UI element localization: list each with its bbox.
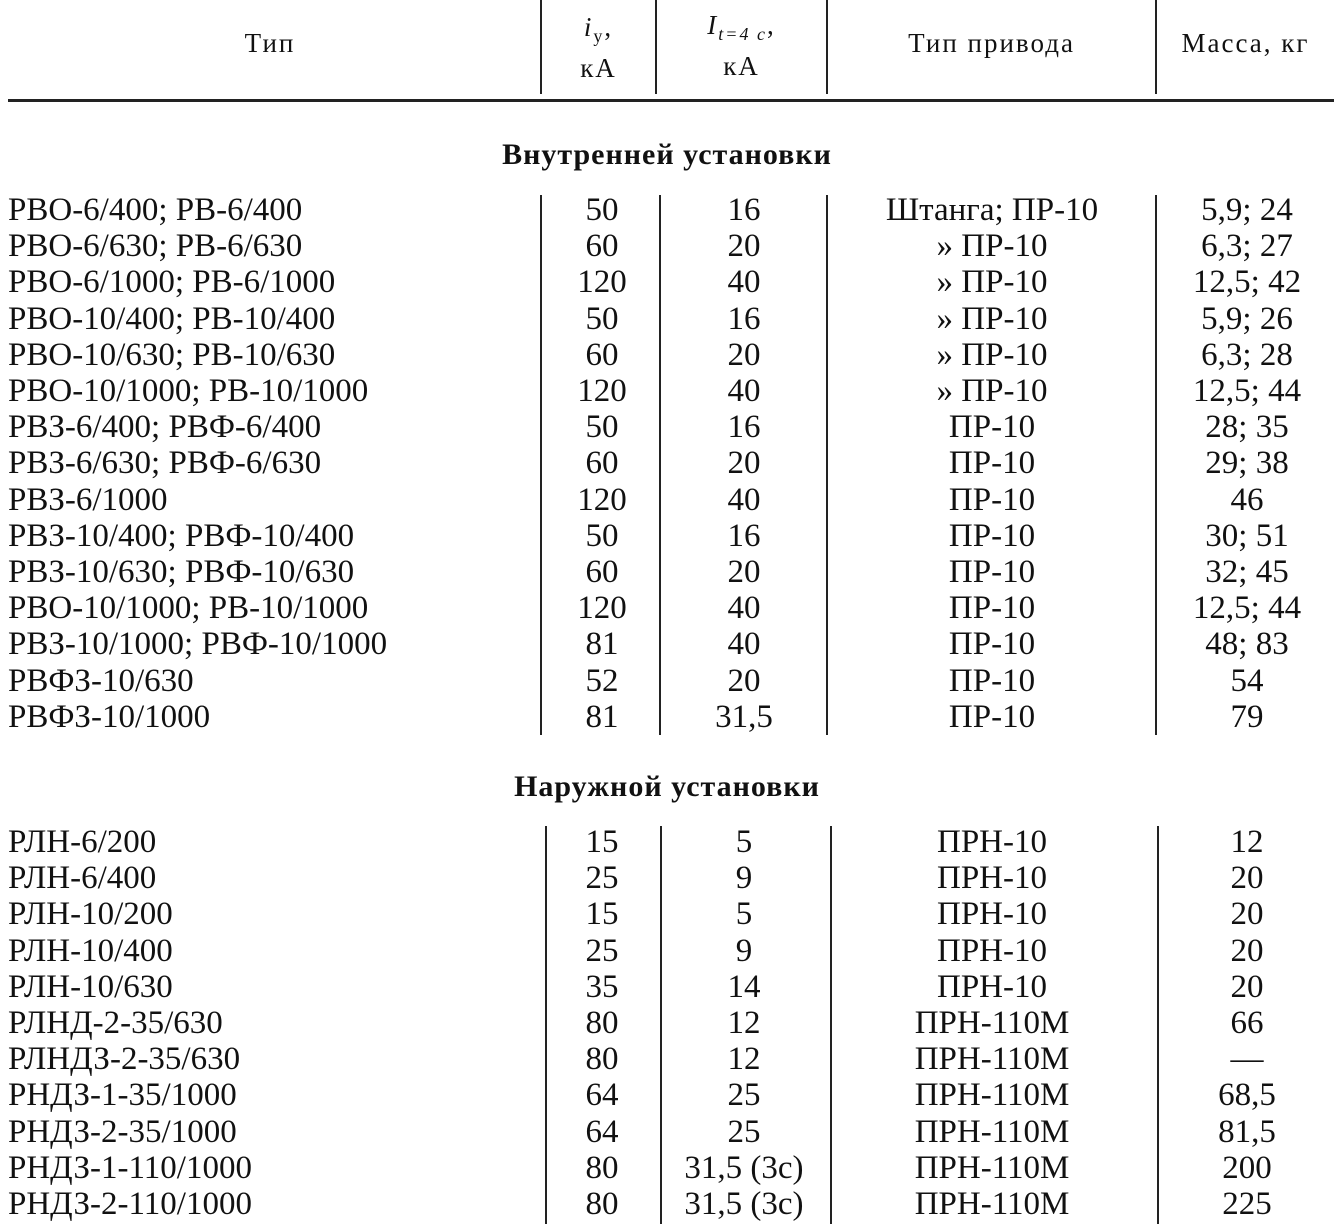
table-row [0, 1186, 1334, 1222]
mass-cell: 81,5 [1218, 1113, 1276, 1150]
it-cell: 31,5 [715, 698, 773, 735]
iy-cell: 80 [585, 1041, 619, 1078]
table-row [0, 409, 1334, 445]
mass-cell: 20 [1230, 932, 1264, 969]
mass-cell: 54 [1230, 662, 1264, 699]
iy-cell: 64 [585, 1077, 619, 1114]
table-row [0, 1041, 1334, 1077]
iy-cell: 80 [585, 1186, 619, 1222]
table-row [0, 1077, 1334, 1113]
table-row [0, 337, 1334, 373]
iy-cell: 120 [577, 373, 627, 409]
drive-cell: ПРН-10 [936, 860, 1047, 897]
iy-cell: 64 [585, 1113, 619, 1150]
type-cell: РВЗ-6/1000 [8, 481, 168, 518]
table-row [0, 264, 1334, 300]
it-cell: 40 [727, 264, 761, 301]
drive-cell: ПРН-10 [936, 896, 1047, 933]
iy-cell: 60 [585, 445, 619, 482]
drive-cell: Штанга; ПР-10 [885, 192, 1099, 228]
drive-cell: ПРН-110М [914, 1005, 1070, 1041]
iy-cell: 15 [585, 896, 619, 933]
it-cell: 16 [727, 517, 761, 554]
it-cell: 40 [727, 481, 761, 518]
mass-cell: 5,9; 24 [1201, 192, 1293, 228]
header-iy [542, 12, 655, 83]
mass-cell: 12,5; 44 [1192, 373, 1302, 409]
mass-cell: 5,9; 26 [1201, 300, 1293, 337]
section-title: Наружной установки [514, 770, 820, 803]
drive-cell: » ПР-10 [936, 373, 1048, 409]
iy-cell: 81 [585, 698, 619, 735]
iy-cell: 120 [577, 590, 627, 627]
iy-cell: 25 [585, 932, 619, 969]
mass-cell: 225 [1222, 1186, 1272, 1222]
mass-cell: 29; 38 [1205, 445, 1289, 482]
it-cell: 20 [727, 336, 761, 373]
type-cell: РВФЗ-10/630 [8, 662, 194, 699]
drive-cell: ПР-10 [948, 517, 1036, 554]
mass-cell: 30; 51 [1205, 517, 1289, 554]
mass-cell: 66 [1230, 1005, 1264, 1041]
it-cell: 31,5 (3с) [684, 1149, 804, 1186]
drive-cell: ПР-10 [948, 590, 1036, 627]
it-cell: 9 [735, 932, 753, 969]
drive-cell: » ПР-10 [936, 336, 1048, 373]
header-type [0, 28, 540, 58]
type-cell: РВО-10/1000; РВ-10/1000 [8, 590, 369, 627]
mass-cell: 68,5 [1218, 1077, 1276, 1114]
table-row [0, 896, 1334, 932]
iy-cell: 81 [585, 626, 619, 663]
table-row [0, 482, 1334, 518]
table-row [0, 663, 1334, 699]
drive-cell: ПРН-110М [914, 1113, 1070, 1150]
it-cell: 25 [727, 1113, 761, 1150]
it-cell: 20 [727, 228, 761, 265]
iy-cell: 120 [577, 264, 627, 301]
type-cell: РВЗ-10/400; РВФ-10/400 [8, 517, 355, 554]
table-row [0, 373, 1334, 409]
type-cell: РВЗ-6/400; РВФ-6/400 [8, 409, 322, 446]
header-mass [1157, 28, 1334, 58]
table-row [0, 860, 1334, 896]
it-cell: 5 [735, 896, 753, 933]
iy-cell: 80 [585, 1149, 619, 1186]
it-cell: 16 [727, 409, 761, 446]
mass-cell: 20 [1230, 860, 1264, 897]
drive-cell: ПРН-110М [914, 1077, 1070, 1114]
mass-cell: 32; 45 [1205, 554, 1289, 590]
mass-cell: 48; 83 [1205, 626, 1289, 663]
header-it-unit: кА [723, 51, 760, 81]
iy-cell: 50 [585, 192, 619, 228]
it-cell: 20 [727, 554, 761, 590]
it-cell: 25 [727, 1077, 761, 1114]
mass-cell: 6,3; 28 [1201, 336, 1293, 373]
it-cell: 9 [735, 860, 753, 897]
it-cell: 40 [727, 626, 761, 663]
type-cell: РВО-10/630; РВ-10/630 [8, 336, 336, 373]
drive-cell: ПР-10 [948, 554, 1036, 590]
type-cell: РВЗ-6/630; РВФ-6/630 [8, 445, 322, 482]
mass-cell: 6,3; 27 [1201, 228, 1293, 265]
type-cell: РВО-6/630; РВ-6/630 [8, 228, 303, 265]
type-cell: РВО-10/1000; РВ-10/1000 [8, 373, 369, 409]
mass-cell: 79 [1230, 698, 1264, 735]
mass-cell: 12,5; 44 [1192, 590, 1302, 627]
header-it [657, 10, 826, 81]
type-cell: РВФЗ-10/1000 [8, 698, 211, 735]
it-cell: 12 [727, 1041, 761, 1078]
it-cell: 31,5 (3с) [684, 1186, 804, 1222]
iy-cell: 50 [585, 409, 619, 446]
drive-cell: ПРН-10 [936, 968, 1047, 1005]
type-cell: РЛНД-2-35/630 [8, 1005, 223, 1041]
type-cell: РНДЗ-1-35/1000 [8, 1077, 237, 1114]
type-cell: РВЗ-10/1000; РВФ-10/1000 [8, 626, 388, 663]
table-row [0, 824, 1334, 860]
header-type-label: Тип [244, 28, 296, 58]
table-row [0, 1114, 1334, 1150]
header-it-symbol: $I_{t=4 с}$, [707, 10, 776, 44]
drive-cell: » ПР-10 [936, 264, 1048, 301]
table-row [0, 626, 1334, 662]
table-row [0, 699, 1334, 735]
header-mass-label: Масса, кг [1181, 28, 1310, 58]
header-drive-label: Тип привода [908, 28, 1075, 58]
table-row [0, 228, 1334, 264]
drive-cell: » ПР-10 [936, 228, 1048, 265]
iy-cell: 60 [585, 336, 619, 373]
it-cell: 12 [727, 1005, 761, 1041]
iy-cell: 120 [577, 481, 627, 518]
table-row [0, 933, 1334, 969]
header-rule [8, 99, 1334, 102]
drive-cell: ПРН-110М [914, 1186, 1070, 1222]
drive-cell: ПР-10 [948, 662, 1036, 699]
type-cell: РЛН-10/630 [8, 968, 173, 1005]
header-iy-symbol: $i_у$, [583, 12, 614, 46]
table-row [0, 554, 1334, 590]
drive-cell: ПР-10 [948, 481, 1036, 518]
drive-cell: ПРН-110М [914, 1041, 1070, 1078]
table-row [0, 1005, 1334, 1041]
mass-cell: 20 [1230, 896, 1264, 933]
iy-cell: 50 [585, 517, 619, 554]
type-cell: РЛНДЗ-2-35/630 [8, 1041, 241, 1078]
iy-cell: 80 [585, 1005, 619, 1041]
table-row [0, 445, 1334, 481]
it-cell: 14 [727, 968, 761, 1005]
type-cell: РНДЗ-2-110/1000 [8, 1186, 252, 1222]
mass-cell: 46 [1230, 481, 1264, 518]
type-cell: РЛН-10/400 [8, 932, 173, 969]
it-cell: 16 [727, 192, 761, 228]
type-cell: РЛН-6/400 [8, 860, 157, 897]
iy-cell: 50 [585, 300, 619, 337]
header-drive [828, 28, 1155, 58]
drive-cell: ПР-10 [948, 626, 1036, 663]
it-cell: 5 [735, 824, 753, 860]
table-row [0, 1150, 1334, 1186]
type-cell: РЛН-6/200 [8, 824, 157, 860]
mass-cell: 20 [1230, 968, 1264, 1005]
mass-cell: — [1230, 1041, 1264, 1078]
section-title: Внутренней установки [502, 138, 832, 171]
drive-cell: ПР-10 [948, 698, 1036, 735]
iy-cell: 52 [585, 662, 619, 699]
drive-cell: ПР-10 [948, 409, 1036, 446]
type-cell: РНДЗ-2-35/1000 [8, 1113, 237, 1150]
table-row [0, 301, 1334, 337]
drive-cell: ПР-10 [948, 445, 1036, 482]
mass-cell: 28; 35 [1205, 409, 1289, 446]
iy-cell: 15 [585, 824, 619, 860]
it-cell: 40 [727, 590, 761, 627]
type-cell: РЛН-10/200 [8, 896, 173, 933]
table-row [0, 518, 1334, 554]
table-row [0, 192, 1334, 228]
type-cell: РВО-10/400; РВ-10/400 [8, 300, 336, 337]
table-row [0, 969, 1334, 1005]
it-cell: 20 [727, 662, 761, 699]
it-cell: 40 [727, 373, 761, 409]
drive-cell: ПРН-10 [936, 824, 1047, 860]
mass-cell: 12 [1230, 824, 1264, 860]
iy-cell: 60 [585, 228, 619, 265]
table-row [0, 590, 1334, 626]
it-cell: 16 [727, 300, 761, 337]
type-cell: РВЗ-10/630; РВФ-10/630 [8, 554, 355, 590]
type-cell: РВО-6/400; РВ-6/400 [8, 192, 303, 228]
mass-cell: 200 [1222, 1149, 1272, 1186]
header-iy-unit: кА [580, 53, 617, 83]
type-cell: РНДЗ-1-110/1000 [8, 1149, 252, 1186]
it-cell: 20 [727, 445, 761, 482]
iy-cell: 25 [585, 860, 619, 897]
iy-cell: 35 [585, 968, 619, 1005]
mass-cell: 12,5; 42 [1192, 264, 1302, 301]
drive-cell: ПРН-110М [914, 1149, 1070, 1186]
iy-cell: 60 [585, 554, 619, 590]
drive-cell: ПРН-10 [936, 932, 1047, 969]
drive-cell: » ПР-10 [936, 300, 1048, 337]
type-cell: РВО-6/1000; РВ-6/1000 [8, 264, 336, 301]
